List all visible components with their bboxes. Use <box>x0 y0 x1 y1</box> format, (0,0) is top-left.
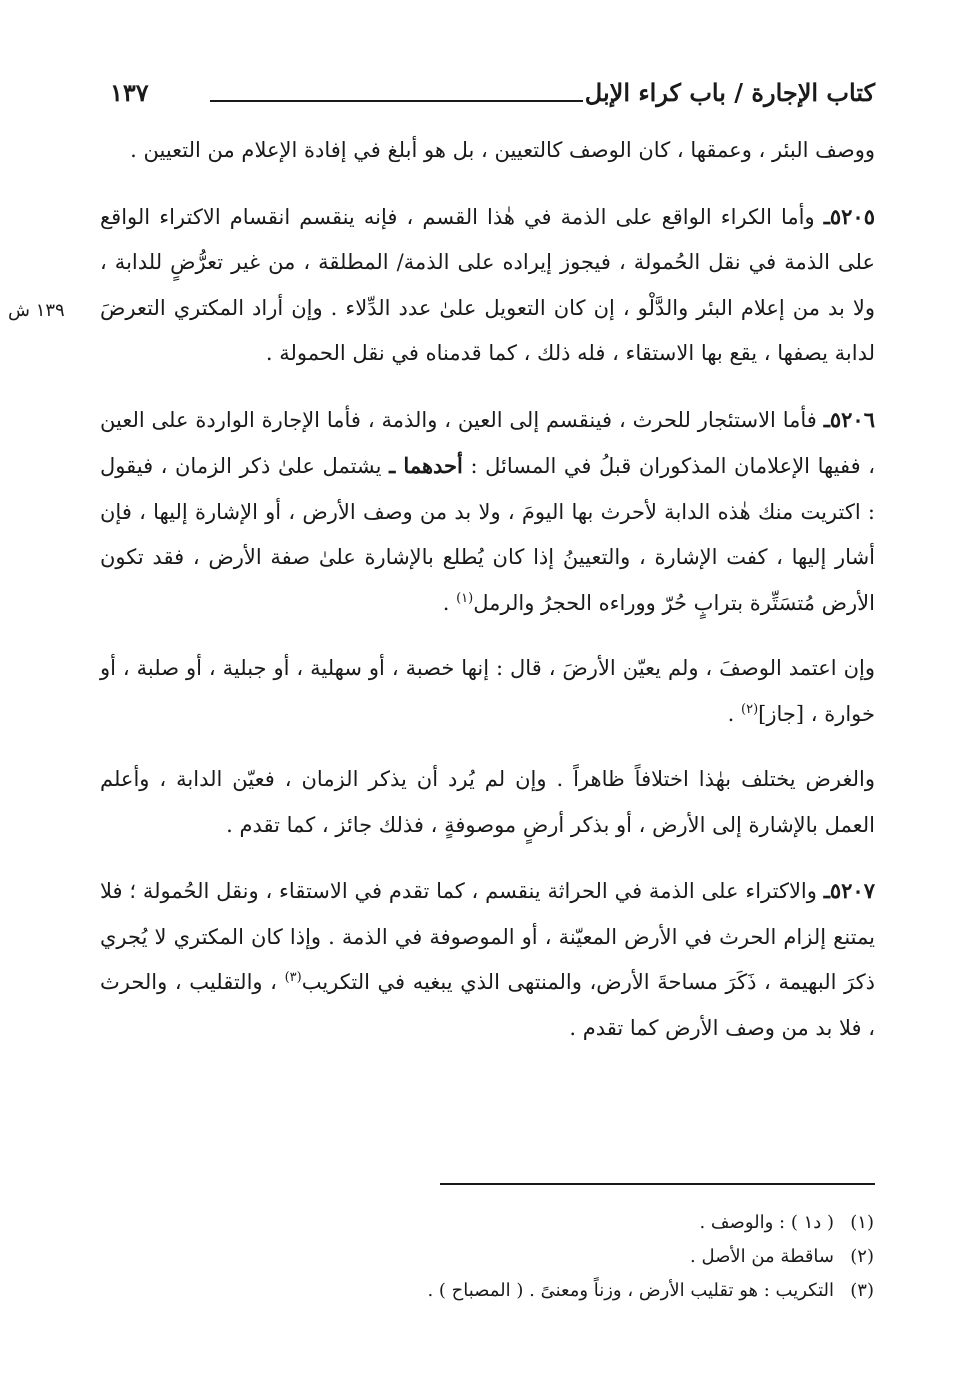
footnote-item <box>174 1240 874 1274</box>
footnote-item <box>174 1206 874 1240</box>
footnote-ref[interactable]: (٢) <box>741 701 759 717</box>
section-dash: ـ <box>823 406 830 432</box>
margin-note: ١٣٩ ش <box>8 300 65 321</box>
footnotes <box>174 1206 874 1308</box>
paragraph-continuation <box>100 757 875 848</box>
footnote-item <box>174 1274 874 1308</box>
bold-term: أحدهما <box>403 453 463 478</box>
paragraph-continuation <box>100 646 875 737</box>
footnote-text: ساقطة من الأصل . <box>690 1246 834 1267</box>
paragraph-end: ، والتقليب ، والحرث ، فلا بد من وصف الأرض كما تقدم . <box>100 970 875 1040</box>
header-title: كتاب الإجارة / باب كراء الإبل <box>584 78 875 107</box>
footnote-number: (١) <box>850 1212 874 1233</box>
paragraph-text: يشتمل علىٰ ذكر الزمان ، فيقول : اكتريت منك هٰذه الدابة لأحرث بها اليومَ ، ولا بد من وصف الأرض ، أو الإشارة إليها ، فإن أشار إليها ، كفت الإشارة ، والتعيينُ إذا كان يُطلع بالإشارة علىٰ صفة الأرض ، فقد تكون الأرض مُتسَتِّرة بترابٍ حُرّ ووراءه الحجرُ والرمل <box>100 454 875 615</box>
paragraph-end: . <box>442 590 457 615</box>
term-dash: ـ <box>389 453 404 478</box>
section-number: ٥٢٠٥ <box>829 203 875 229</box>
paragraph-text: ووصف البئر ، وعمقها ، كان الوصف كالتعيين ، بل هو أبلغ في إفادة الإعلام من التعيين . <box>130 138 875 162</box>
footnote-text: ( د١ ) : والوصف . <box>699 1212 834 1233</box>
footnote-number: (٢) <box>850 1246 874 1267</box>
paragraph-text: وأما الكراء الواقع على الذمة في هٰذا القسم ، فإنه ينقسم انقسام الاكتراء الواقع على الذمة في نقل الحُمولة ، فيجوز إيراده على الذمة/ المطلقة ، من غير تعرُّضٍ للدابة ، ولا بد من إعلام البئر والدَّلْو ، إن كان التعويل علىٰ عدد الدِّلاء . وإن أراد المكتري التعرضَ لدابة يصفها ، يقع بها الاستقاء ، فله ذلك ، كما قدمناه في نقل الحمولة . <box>100 204 875 365</box>
section-number: ٥٢٠٧ <box>829 878 875 903</box>
paragraph-5206 <box>100 397 875 627</box>
footnote-text: التكريب : هو تقليب الأرض ، وزناً ومعنىً . ( المصباح ) . <box>427 1280 834 1301</box>
paragraph-5205 <box>100 194 875 377</box>
footnote-separator <box>440 1183 875 1185</box>
footnote-ref[interactable]: (٣) <box>284 970 302 985</box>
paragraph-5207 <box>100 868 875 1051</box>
running-header <box>100 78 875 118</box>
paragraph-text: والاكتراء على الذمة في الحراثة ينقسم ، كما تقدم في الاستقاء ، ونقل الحُمولة ؛ فلا يمتنع إلزام الحرث في الأرض المعيّنة ، أو الموصوفة في الذمة . وإذا كان المكتري لا يُجري ذكرَ البهيمة ، ذَكَرَ مساحةَ الأرض، والمنتهى الذي يبغيه في التكريب <box>100 879 875 994</box>
main-text <box>100 128 875 1051</box>
paragraph-text: والغرض يختلف بهٰذا اختلافاً ظاهراً . وإن لم يُرد أن يذكر الزمان ، فعيّن الدابة ، وأعلم العمل بالإشارة إلى الأرض ، أو بذكر أرضٍ موصوفةٍ ، فذلك جائز ، كما تقدم . <box>100 767 875 837</box>
section-number: ٥٢٠٦ <box>829 406 875 432</box>
footnote-ref[interactable]: (١) <box>456 590 474 606</box>
section-dash: ـ <box>823 203 830 229</box>
paragraph-text: فأما الاستئجار للحرث ، فينقسم إلى العين ، والذمة ، فأما الإجارة الواردة على العين ، ففيها الإعلامان المذكوران قبلُ في المسائل : <box>100 407 875 478</box>
header-rule <box>210 100 583 102</box>
section-dash: ـ <box>823 878 830 903</box>
paragraph-end: . <box>727 701 742 726</box>
paragraph-continuation <box>100 128 875 174</box>
footnote-number: (٣) <box>850 1280 874 1301</box>
paragraph-text: وإن اعتمد الوصفَ ، ولم يعيّن الأرضَ ، قال : إنها خصبة ، أو سهلية ، أو جبلية ، أو صلبة ، أو خوارة ، [جاز] <box>100 656 875 726</box>
page-number: ١٣٧ <box>110 78 149 107</box>
